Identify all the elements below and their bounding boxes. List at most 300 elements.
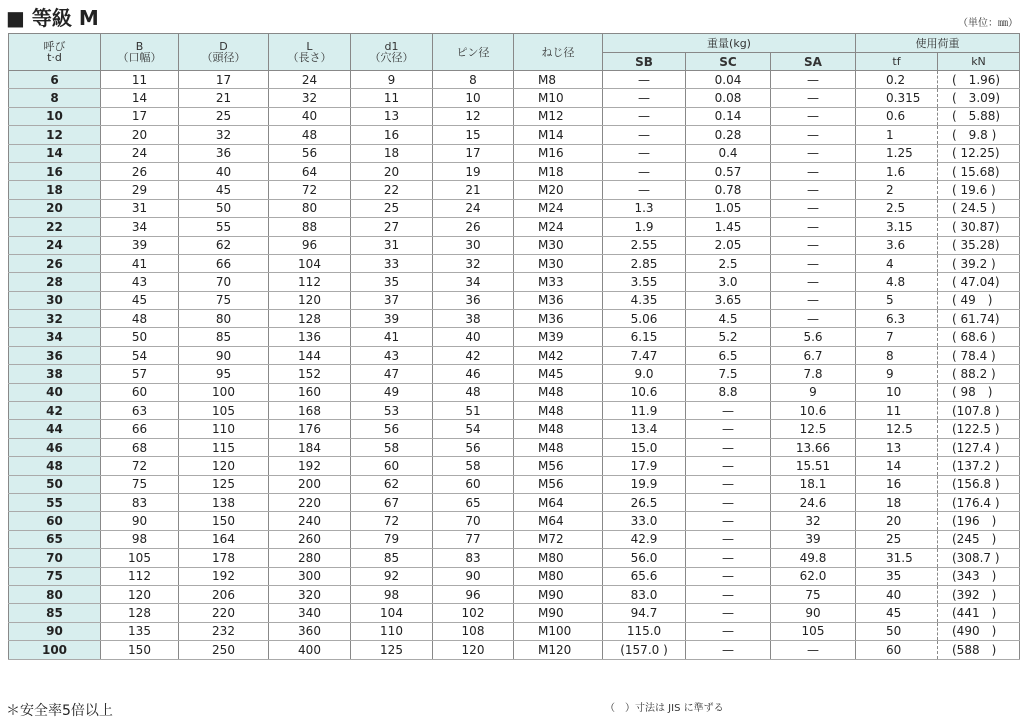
cell-screw: M20 [514,181,603,199]
cell-sa: — [771,641,856,659]
cell-b: 34 [101,218,179,236]
cell-pin: 30 [433,236,514,254]
cell-screw: M42 [514,346,603,364]
cell-kn: (176.4 ) [938,493,1020,511]
table-row [9,162,1020,180]
cell-td: 65 [9,530,101,548]
cell-sb: 2.85 [603,254,686,272]
cell-d: 85 [179,328,269,346]
cell-screw: M48 [514,402,603,420]
cell-pin: 70 [433,512,514,530]
cell-sa: — [771,107,856,125]
cell-sc: 8.8 [686,383,771,401]
cell-td: 14 [9,144,101,162]
cell-sb: 15.0 [603,438,686,456]
cell-d: 40 [179,162,269,180]
cell-td: 44 [9,420,101,438]
cell-sc: — [686,641,771,659]
cell-kn: (196 ) [938,512,1020,530]
cell-d1: 72 [351,512,433,530]
cell-screw: M24 [514,218,603,236]
cell-screw: M120 [514,641,603,659]
cell-b: 24 [101,144,179,162]
cell-screw: M48 [514,438,603,456]
cell-l: 40 [269,107,351,125]
table-row [9,71,1020,89]
cell-tf: 40 [856,585,938,603]
table-row [9,218,1020,236]
header-d1: d1 （穴径） [351,34,433,71]
header-sc: SC [686,53,771,71]
cell-sb: 1.3 [603,199,686,217]
cell-b: 75 [101,475,179,493]
cell-screw: M33 [514,273,603,291]
cell-tf: 50 [856,622,938,640]
cell-d1: 37 [351,291,433,309]
cell-b: 57 [101,365,179,383]
cell-sb: 42.9 [603,530,686,548]
cell-td: 36 [9,346,101,364]
cell-screw: M48 [514,383,603,401]
cell-td: 60 [9,512,101,530]
table-row [9,585,1020,603]
cell-td: 55 [9,493,101,511]
cell-d: 206 [179,585,269,603]
cell-kn: ( 98 ) [938,383,1020,401]
cell-d: 70 [179,273,269,291]
cell-d: 90 [179,346,269,364]
cell-d: 105 [179,402,269,420]
cell-sc: — [686,549,771,567]
cell-tf: 31.5 [856,549,938,567]
cell-d1: 104 [351,604,433,622]
cell-sb: — [603,89,686,107]
cell-screw: M39 [514,328,603,346]
cell-td: 75 [9,567,101,585]
cell-sb: 1.9 [603,218,686,236]
cell-d: 100 [179,383,269,401]
table-row [9,549,1020,567]
cell-td: 8 [9,89,101,107]
cell-td: 46 [9,438,101,456]
cell-d: 250 [179,641,269,659]
cell-sb: — [603,107,686,125]
cell-pin: 51 [433,402,514,420]
cell-d: 45 [179,181,269,199]
table-row [9,144,1020,162]
cell-sb: — [603,126,686,144]
cell-pin: 12 [433,107,514,125]
cell-pin: 77 [433,530,514,548]
cell-sb: 19.9 [603,475,686,493]
cell-kn: (392 ) [938,585,1020,603]
cell-sc: 7.5 [686,365,771,383]
cell-sa: — [771,181,856,199]
cell-b: 112 [101,567,179,585]
cell-tf: 0.315 [856,89,938,107]
spec-table [8,33,1020,660]
cell-tf: 18 [856,493,938,511]
cell-d1: 22 [351,181,433,199]
cell-d1: 92 [351,567,433,585]
table-row [9,530,1020,548]
cell-d1: 33 [351,254,433,272]
cell-d: 178 [179,549,269,567]
cell-sb: 6.15 [603,328,686,346]
table-row [9,236,1020,254]
cell-b: 68 [101,438,179,456]
table-row [9,641,1020,659]
cell-kn: (588 ) [938,641,1020,659]
cell-l: 112 [269,273,351,291]
cell-d1: 53 [351,402,433,420]
cell-td: 70 [9,549,101,567]
cell-kn: ( 78.4 ) [938,346,1020,364]
cell-d1: 56 [351,420,433,438]
cell-sc: 0.14 [686,107,771,125]
cell-kn: ( 15.68) [938,162,1020,180]
table-row [9,199,1020,217]
cell-td: 18 [9,181,101,199]
cell-tf: 20 [856,512,938,530]
cell-d1: 79 [351,530,433,548]
cell-kn: ( 9.8 ) [938,126,1020,144]
cell-d1: 13 [351,107,433,125]
cell-pin: 54 [433,420,514,438]
cell-b: 50 [101,328,179,346]
cell-sc: 0.04 [686,71,771,89]
cell-d1: 125 [351,641,433,659]
cell-pin: 17 [433,144,514,162]
cell-d1: 85 [351,549,433,567]
cell-screw: M18 [514,162,603,180]
cell-kn: (107.8 ) [938,402,1020,420]
cell-sa: 49.8 [771,549,856,567]
cell-sb: 83.0 [603,585,686,603]
cell-screw: M36 [514,310,603,328]
cell-d: 55 [179,218,269,236]
cell-sc: 0.08 [686,89,771,107]
cell-l: 32 [269,89,351,107]
cell-sc: 1.45 [686,218,771,236]
cell-sb: 4.35 [603,291,686,309]
cell-b: 135 [101,622,179,640]
cell-pin: 108 [433,622,514,640]
cell-d: 32 [179,126,269,144]
cell-sc: — [686,402,771,420]
table-row [9,604,1020,622]
cell-sa: 62.0 [771,567,856,585]
cell-l: 72 [269,181,351,199]
cell-screw: M48 [514,420,603,438]
cell-d1: 62 [351,475,433,493]
jis-note: （ ）寸法は JIS に準ずる [605,703,724,714]
cell-sb: (157.0 ) [603,641,686,659]
cell-d: 138 [179,493,269,511]
cell-sa: 7.8 [771,365,856,383]
cell-sb: 26.5 [603,493,686,511]
cell-l: 128 [269,310,351,328]
cell-sb: — [603,144,686,162]
cell-b: 54 [101,346,179,364]
cell-sc: 1.05 [686,199,771,217]
cell-d1: 20 [351,162,433,180]
cell-tf: 0.6 [856,107,938,125]
cell-sb: 56.0 [603,549,686,567]
cell-d: 110 [179,420,269,438]
cell-screw: M80 [514,549,603,567]
table-row [9,126,1020,144]
cell-l: 160 [269,383,351,401]
table-row [9,254,1020,272]
cell-screw: M100 [514,622,603,640]
cell-d1: 25 [351,199,433,217]
cell-sc: 3.65 [686,291,771,309]
cell-d: 75 [179,291,269,309]
cell-d: 115 [179,438,269,456]
cell-sa: — [771,218,856,236]
cell-d1: 9 [351,71,433,89]
cell-kn: (343 ) [938,567,1020,585]
cell-sb: 94.7 [603,604,686,622]
cell-sc: — [686,567,771,585]
cell-td: 85 [9,604,101,622]
cell-tf: 2.5 [856,199,938,217]
cell-l: 320 [269,585,351,603]
cell-l: 340 [269,604,351,622]
table-row [9,181,1020,199]
cell-sc: — [686,604,771,622]
cell-l: 104 [269,254,351,272]
cell-kn: ( 68.6 ) [938,328,1020,346]
header-td: 呼び t·d [9,34,101,71]
cell-td: 42 [9,402,101,420]
header-weight: 重量(kg) [603,34,856,53]
cell-sb: 7.47 [603,346,686,364]
cell-sb: 9.0 [603,365,686,383]
cell-td: 20 [9,199,101,217]
cell-sa: 75 [771,585,856,603]
cell-kn: ( 61.74) [938,310,1020,328]
cell-d: 192 [179,567,269,585]
cell-sc: — [686,512,771,530]
cell-screw: M24 [514,199,603,217]
cell-sa: — [771,254,856,272]
cell-screw: M16 [514,144,603,162]
cell-b: 150 [101,641,179,659]
cell-sa: — [771,291,856,309]
unit-label: （単位：㎜） [958,18,1018,29]
cell-kn: (245 ) [938,530,1020,548]
cell-tf: 6.3 [856,310,938,328]
table-row [9,383,1020,401]
cell-d1: 27 [351,218,433,236]
header-pin: ピン径 [433,34,514,71]
cell-d: 25 [179,107,269,125]
cell-td: 90 [9,622,101,640]
cell-l: 400 [269,641,351,659]
cell-tf: 35 [856,567,938,585]
table-row [9,402,1020,420]
cell-sc: 0.57 [686,162,771,180]
cell-d1: 35 [351,273,433,291]
cell-d: 21 [179,89,269,107]
cell-b: 83 [101,493,179,511]
cell-tf: 3.15 [856,218,938,236]
table-row [9,567,1020,585]
cell-pin: 120 [433,641,514,659]
cell-d: 80 [179,310,269,328]
cell-tf: 25 [856,530,938,548]
cell-sa: — [771,144,856,162]
header-l: L （長さ） [269,34,351,71]
cell-pin: 48 [433,383,514,401]
cell-l: 200 [269,475,351,493]
cell-sc: 3.0 [686,273,771,291]
cell-td: 22 [9,218,101,236]
cell-tf: 10 [856,383,938,401]
cell-b: 31 [101,199,179,217]
cell-screw: M56 [514,475,603,493]
cell-tf: 12.5 [856,420,938,438]
cell-td: 32 [9,310,101,328]
cell-b: 66 [101,420,179,438]
cell-d: 164 [179,530,269,548]
page-title: ■ 等級 M [6,6,99,30]
cell-b: 20 [101,126,179,144]
cell-sc: — [686,493,771,511]
cell-pin: 32 [433,254,514,272]
cell-sa: 9 [771,383,856,401]
cell-td: 12 [9,126,101,144]
cell-pin: 56 [433,438,514,456]
cell-sa: 12.5 [771,420,856,438]
table-row [9,273,1020,291]
cell-sc: 5.2 [686,328,771,346]
cell-td: 26 [9,254,101,272]
cell-b: 29 [101,181,179,199]
cell-pin: 90 [433,567,514,585]
cell-screw: M30 [514,236,603,254]
cell-kn: ( 49 ) [938,291,1020,309]
cell-pin: 34 [433,273,514,291]
header-tf: tf [856,53,938,71]
cell-sb: 2.55 [603,236,686,254]
cell-b: 43 [101,273,179,291]
cell-sb: — [603,71,686,89]
cell-kn: ( 3.09) [938,89,1020,107]
cell-d: 120 [179,457,269,475]
cell-pin: 19 [433,162,514,180]
cell-b: 128 [101,604,179,622]
cell-pin: 26 [433,218,514,236]
table-row [9,475,1020,493]
header-sa: SA [771,53,856,71]
cell-sa: 90 [771,604,856,622]
cell-sb: 3.55 [603,273,686,291]
cell-d: 50 [179,199,269,217]
table-row [9,512,1020,530]
cell-screw: M12 [514,107,603,125]
cell-sa: 18.1 [771,475,856,493]
cell-tf: 14 [856,457,938,475]
cell-l: 220 [269,493,351,511]
cell-sb: 13.4 [603,420,686,438]
cell-sa: 105 [771,622,856,640]
cell-pin: 65 [433,493,514,511]
cell-sb: 17.9 [603,457,686,475]
cell-td: 48 [9,457,101,475]
cell-screw: M30 [514,254,603,272]
table-row [9,310,1020,328]
cell-pin: 36 [433,291,514,309]
cell-kn: (490 ) [938,622,1020,640]
cell-d: 150 [179,512,269,530]
cell-td: 30 [9,291,101,309]
cell-sb: 33.0 [603,512,686,530]
cell-screw: M10 [514,89,603,107]
cell-b: 90 [101,512,179,530]
cell-pin: 21 [433,181,514,199]
table-row [9,89,1020,107]
cell-b: 120 [101,585,179,603]
cell-sb: 10.6 [603,383,686,401]
cell-tf: 1 [856,126,938,144]
cell-kn: ( 47.04) [938,273,1020,291]
cell-kn: ( 39.2 ) [938,254,1020,272]
cell-d1: 58 [351,438,433,456]
cell-d1: 31 [351,236,433,254]
cell-sa: — [771,199,856,217]
cell-sc: 0.4 [686,144,771,162]
cell-d: 17 [179,71,269,89]
cell-tf: 4.8 [856,273,938,291]
cell-pin: 8 [433,71,514,89]
cell-l: 64 [269,162,351,180]
cell-screw: M8 [514,71,603,89]
cell-kn: (137.2 ) [938,457,1020,475]
cell-tf: 11 [856,402,938,420]
cell-sa: — [771,71,856,89]
cell-l: 24 [269,71,351,89]
cell-l: 168 [269,402,351,420]
cell-d1: 47 [351,365,433,383]
cell-screw: M56 [514,457,603,475]
cell-d1: 67 [351,493,433,511]
header-screw: ねじ径 [514,34,603,71]
cell-sc: 0.78 [686,181,771,199]
cell-b: 14 [101,89,179,107]
cell-d: 232 [179,622,269,640]
cell-l: 192 [269,457,351,475]
table-row [9,438,1020,456]
cell-sa: — [771,162,856,180]
cell-tf: 9 [856,365,938,383]
cell-sc: — [686,530,771,548]
cell-sa: — [771,310,856,328]
cell-sb: 115.0 [603,622,686,640]
cell-kn: ( 24.5 ) [938,199,1020,217]
cell-d1: 39 [351,310,433,328]
cell-sc: 6.5 [686,346,771,364]
cell-b: 17 [101,107,179,125]
cell-l: 300 [269,567,351,585]
cell-sa: 32 [771,512,856,530]
header-load: 使用荷重 [856,34,1020,53]
cell-d1: 60 [351,457,433,475]
cell-tf: 16 [856,475,938,493]
cell-pin: 24 [433,199,514,217]
